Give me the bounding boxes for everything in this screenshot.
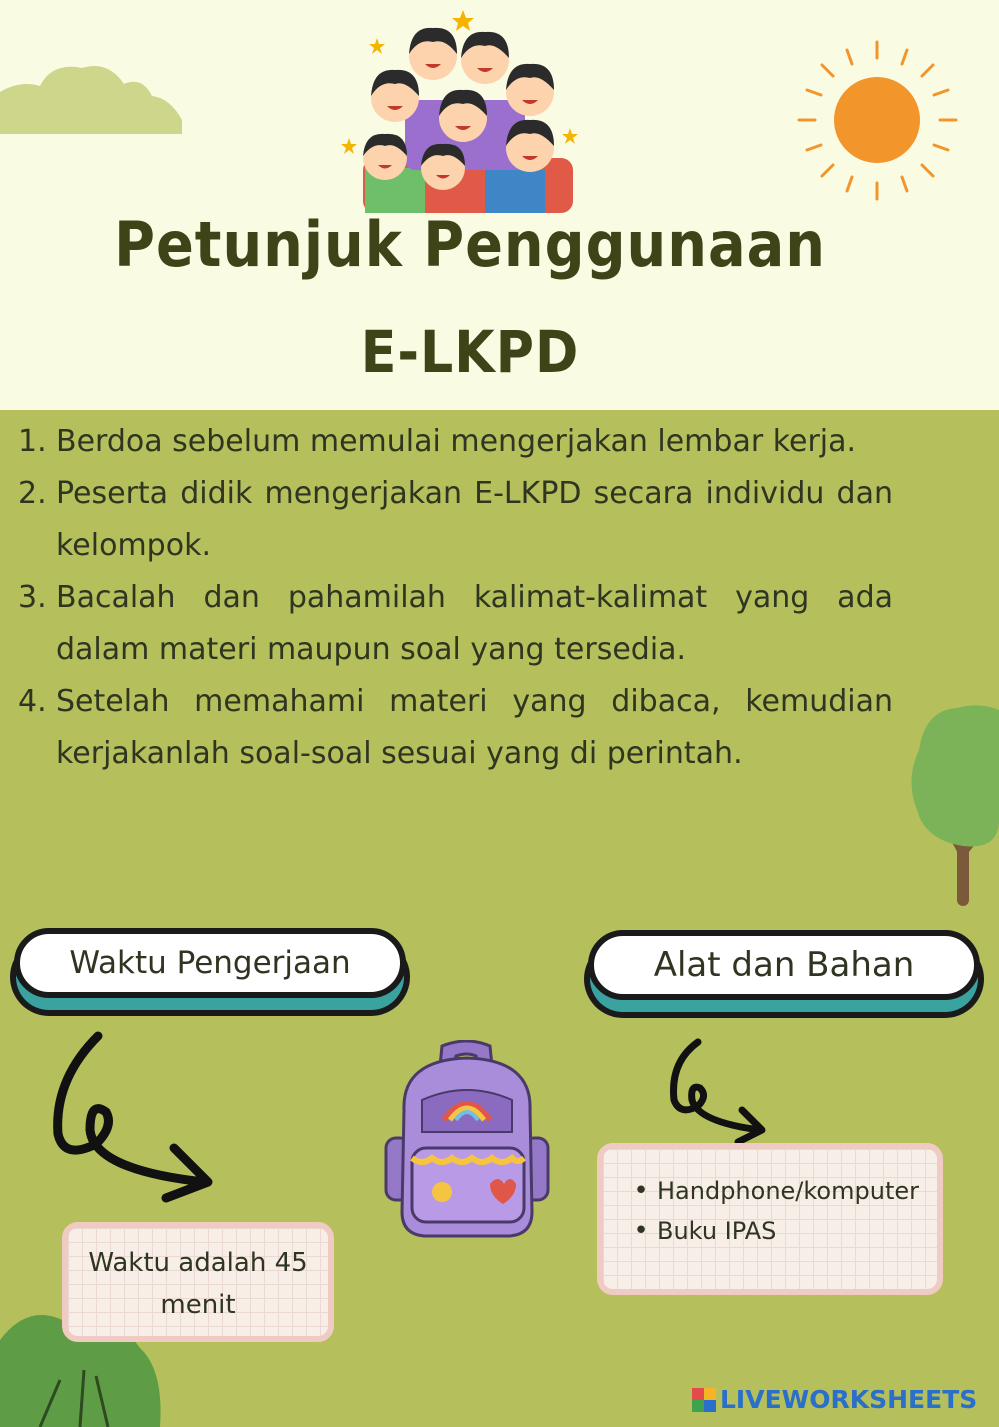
curly-arrow-icon — [40, 1030, 220, 1205]
time-detail-card: Waktu adalah 45 menit — [62, 1222, 334, 1342]
list-item-text: Peserta didik mengerjakan E-LKPD secara individu dan kelompok. — [56, 476, 893, 563]
list-item — [18, 468, 893, 572]
list-item-number: 4. — [18, 684, 47, 719]
list-item-number: 3. — [18, 580, 47, 615]
list-item-text: Setelah memahami materi yang dibaca, kemudian kerjakanlah soal-soal sesuai yang di perintah. — [56, 684, 893, 771]
tools-list-card — [597, 1143, 943, 1295]
list-item — [18, 572, 893, 676]
curly-arrow-icon — [664, 1038, 774, 1148]
cloud-icon — [0, 62, 185, 137]
instruction-list — [18, 416, 893, 780]
sun-icon — [795, 38, 960, 203]
list-item: • Buku IPAS — [625, 1211, 937, 1251]
tools-label-pill: Alat dan Bahan — [588, 930, 980, 1000]
backpack-icon — [382, 1040, 552, 1240]
time-label-pill: Waktu Pengerjaan — [14, 928, 406, 998]
list-item-text: Bacalah dan pahamilah kalimat-kalimat yang ada dalam materi maupun soal yang tersedia. — [56, 580, 893, 667]
page-subtitle: E-LKPD — [360, 318, 580, 386]
children-illustration — [335, 8, 595, 213]
list-item-text: Berdoa sebelum memulai mengerjakan lembar kerja. — [56, 424, 857, 459]
watermark-text: LIVEWORKSHEETS — [720, 1385, 978, 1414]
list-item: • Handphone/komputer — [625, 1171, 937, 1211]
tools-list — [625, 1171, 937, 1251]
liveworksheets-logo-icon — [692, 1388, 716, 1412]
list-item-number: 2. — [18, 476, 47, 511]
watermark[interactable] — [692, 1385, 977, 1414]
list-item — [18, 676, 893, 780]
tree-icon — [905, 700, 999, 910]
list-item-number: 1. — [18, 424, 47, 459]
list-item — [18, 416, 893, 468]
page-title: Petunjuk Penggunaan — [114, 208, 826, 281]
